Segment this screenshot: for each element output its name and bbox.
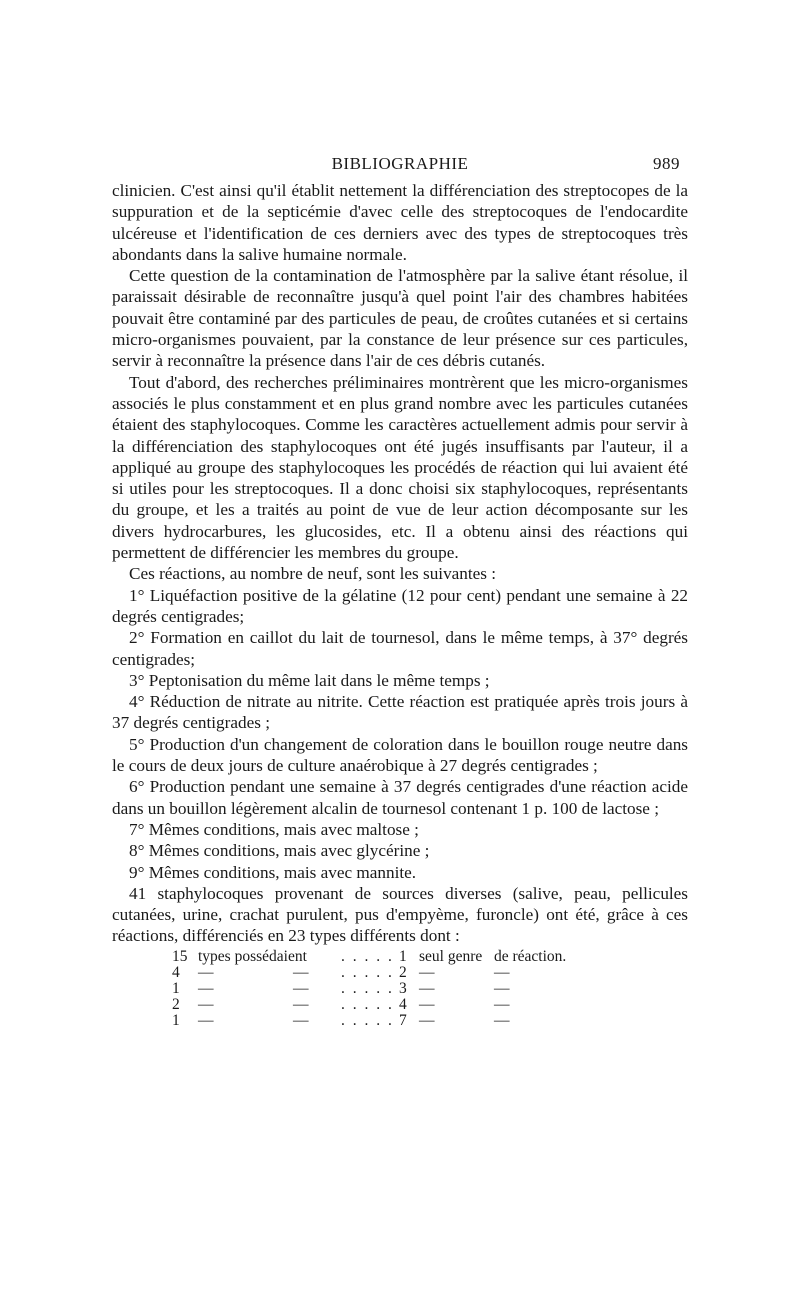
types-table bbox=[172, 949, 688, 1029]
paragraph: Cette question de la contamination de l'atmosphère par la salive étant résolue, il paraissait désirable de reconnaître jusqu'à quel point l'air des chambres habitées pouvait être contaminé par des particules de peau, de croûtes cutanées et si certains micro-organismes pouvaient, par la constance de leur présence sur ces particules, servir à reconnaître la présence dans l'air de ces débris cutanés. bbox=[112, 266, 688, 371]
table-cell-genre: — bbox=[419, 1011, 435, 1029]
table-cell-reaction: — bbox=[494, 979, 510, 997]
reaction-item: 4° Réduction de nitrate au nitrite. Cette réaction est pratiquée après trois jours à 37 degrés centigrades ; bbox=[112, 692, 688, 733]
table-cell-reaction: — bbox=[494, 1011, 510, 1029]
paragraph: Tout d'abord, des recherches préliminaires montrèrent que les micro-organismes associés le plus constamment et en plus grand nombre avec les particules cutanées étaient des staphylocoques. Comme les caractères actuellement admis pour servir à la différenciation des staphylocoques ont été jugés insuffisants par l'auteur, il a appliqué au groupe des staphylocoques les procédés de réaction qui lui avaient été si utiles pour les streptocoques. Il a donc choisi six staphylocoques, représentants du groupe, et les a traités au point de vue de leur action décomposante sur les divers hydrocarbures, les glucosides, etc. Il a obtenu ainsi des réactions qui permettent de différencier les membres du groupe. bbox=[112, 372, 688, 563]
table-cell-genre: — bbox=[419, 979, 435, 997]
table-cell-reaction: de réaction. bbox=[494, 947, 567, 965]
table-cell-leader: . . . . . bbox=[341, 995, 394, 1013]
table-cell-ditto bbox=[293, 949, 341, 965]
reaction-item: 9° Mêmes conditions, mais avec mannite. bbox=[129, 862, 417, 882]
table-cell-number: 1 bbox=[399, 947, 407, 965]
reaction-item: 5° Production d'un changement de coloration dans le bouillon rouge neutre dans le cours de deux jours de culture anaérobique à 27 degrés centigrades ; bbox=[112, 734, 688, 776]
table-cell-label: — bbox=[198, 963, 214, 981]
reaction-item: 2° Formation en caillot du lait de tournesol, dans le même temps, à 37° degrés centigrades; bbox=[112, 628, 688, 669]
closing-paragraph: 41 staphylocoques provenant de sources diverses (salive, peau, pellicules cutanées, urine, crachat purulent, pus d'empyème, furoncle) ont été, grâce à ces réactions, différenciés en 23 types différents dont : bbox=[112, 883, 688, 946]
table-cell-ditto: — bbox=[293, 1011, 309, 1029]
table-cell-count: 4 bbox=[172, 963, 180, 981]
table-cell-label: — bbox=[198, 979, 214, 997]
table-row bbox=[172, 965, 688, 981]
article-body bbox=[112, 180, 688, 947]
table-cell-leader: . . . . . bbox=[341, 947, 394, 965]
table-row bbox=[172, 981, 688, 997]
table-row bbox=[172, 1013, 688, 1029]
page-number: 989 bbox=[653, 154, 680, 173]
reaction-item: 1° Liquéfaction positive de la gélatine (12 pour cent) pendant une semaine à 22 degrés centigrades; bbox=[112, 585, 688, 626]
reaction-item: 6° Production pendant une semaine à 37 degrés centigrades d'une réaction acide dans un bouillon légèrement alcalin de tournesol contenant 1 p. 100 de lactose ; bbox=[112, 777, 688, 818]
table-cell-ditto: — bbox=[293, 995, 309, 1013]
table-cell-count: 15 bbox=[172, 947, 188, 965]
reaction-item: 8° Mêmes conditions, mais avec glycérine ; bbox=[129, 841, 430, 861]
running-title: BIBLIOGRAPHIE bbox=[331, 154, 469, 173]
paragraph: Ces réactions, au nombre de neuf, sont les suivantes : bbox=[129, 564, 497, 584]
table-cell-leader: . . . . . bbox=[341, 963, 394, 981]
table-cell-count: 1 bbox=[172, 979, 180, 997]
table-cell-genre: — bbox=[419, 995, 435, 1013]
table-cell-ditto: — bbox=[293, 963, 309, 981]
table-cell-genre: seul genre bbox=[419, 947, 483, 965]
table-row bbox=[172, 949, 688, 965]
table-cell-count: 2 bbox=[172, 995, 180, 1013]
table-cell-genre: — bbox=[419, 963, 435, 981]
table-cell-number: 7 bbox=[399, 1011, 407, 1029]
table-cell-reaction: — bbox=[494, 963, 510, 981]
running-head bbox=[112, 150, 688, 180]
table-cell-label: types possédaient bbox=[198, 947, 307, 965]
paragraph: clinicien. C'est ainsi qu'il établit nettement la différenciation des streptocopes de la suppuration et de la septicémie d'avec celle des streptocoques de l'endocardite ulcéreuse et l'identification de ces derniers avec des types de streptocoques très abondants dans la salive humaine normale. bbox=[112, 181, 688, 264]
table-cell-number: 2 bbox=[399, 963, 407, 981]
table-cell-reaction: — bbox=[494, 995, 510, 1013]
reaction-item: 7° Mêmes conditions, mais avec maltose ; bbox=[129, 819, 419, 839]
table-cell-number: 4 bbox=[399, 995, 407, 1013]
table-cell-ditto: — bbox=[293, 979, 309, 997]
table-cell-label: — bbox=[198, 1011, 214, 1029]
table-cell-leader: . . . . . bbox=[341, 1011, 394, 1029]
page bbox=[112, 150, 688, 1029]
table-cell-count: 1 bbox=[172, 1011, 180, 1029]
table-cell-number: 3 bbox=[399, 979, 407, 997]
table-cell-label: — bbox=[198, 995, 214, 1013]
reaction-item: 3° Peptonisation du même lait dans le même temps ; bbox=[129, 670, 490, 690]
table-cell-leader: . . . . . bbox=[341, 979, 394, 997]
table-row bbox=[172, 997, 688, 1013]
